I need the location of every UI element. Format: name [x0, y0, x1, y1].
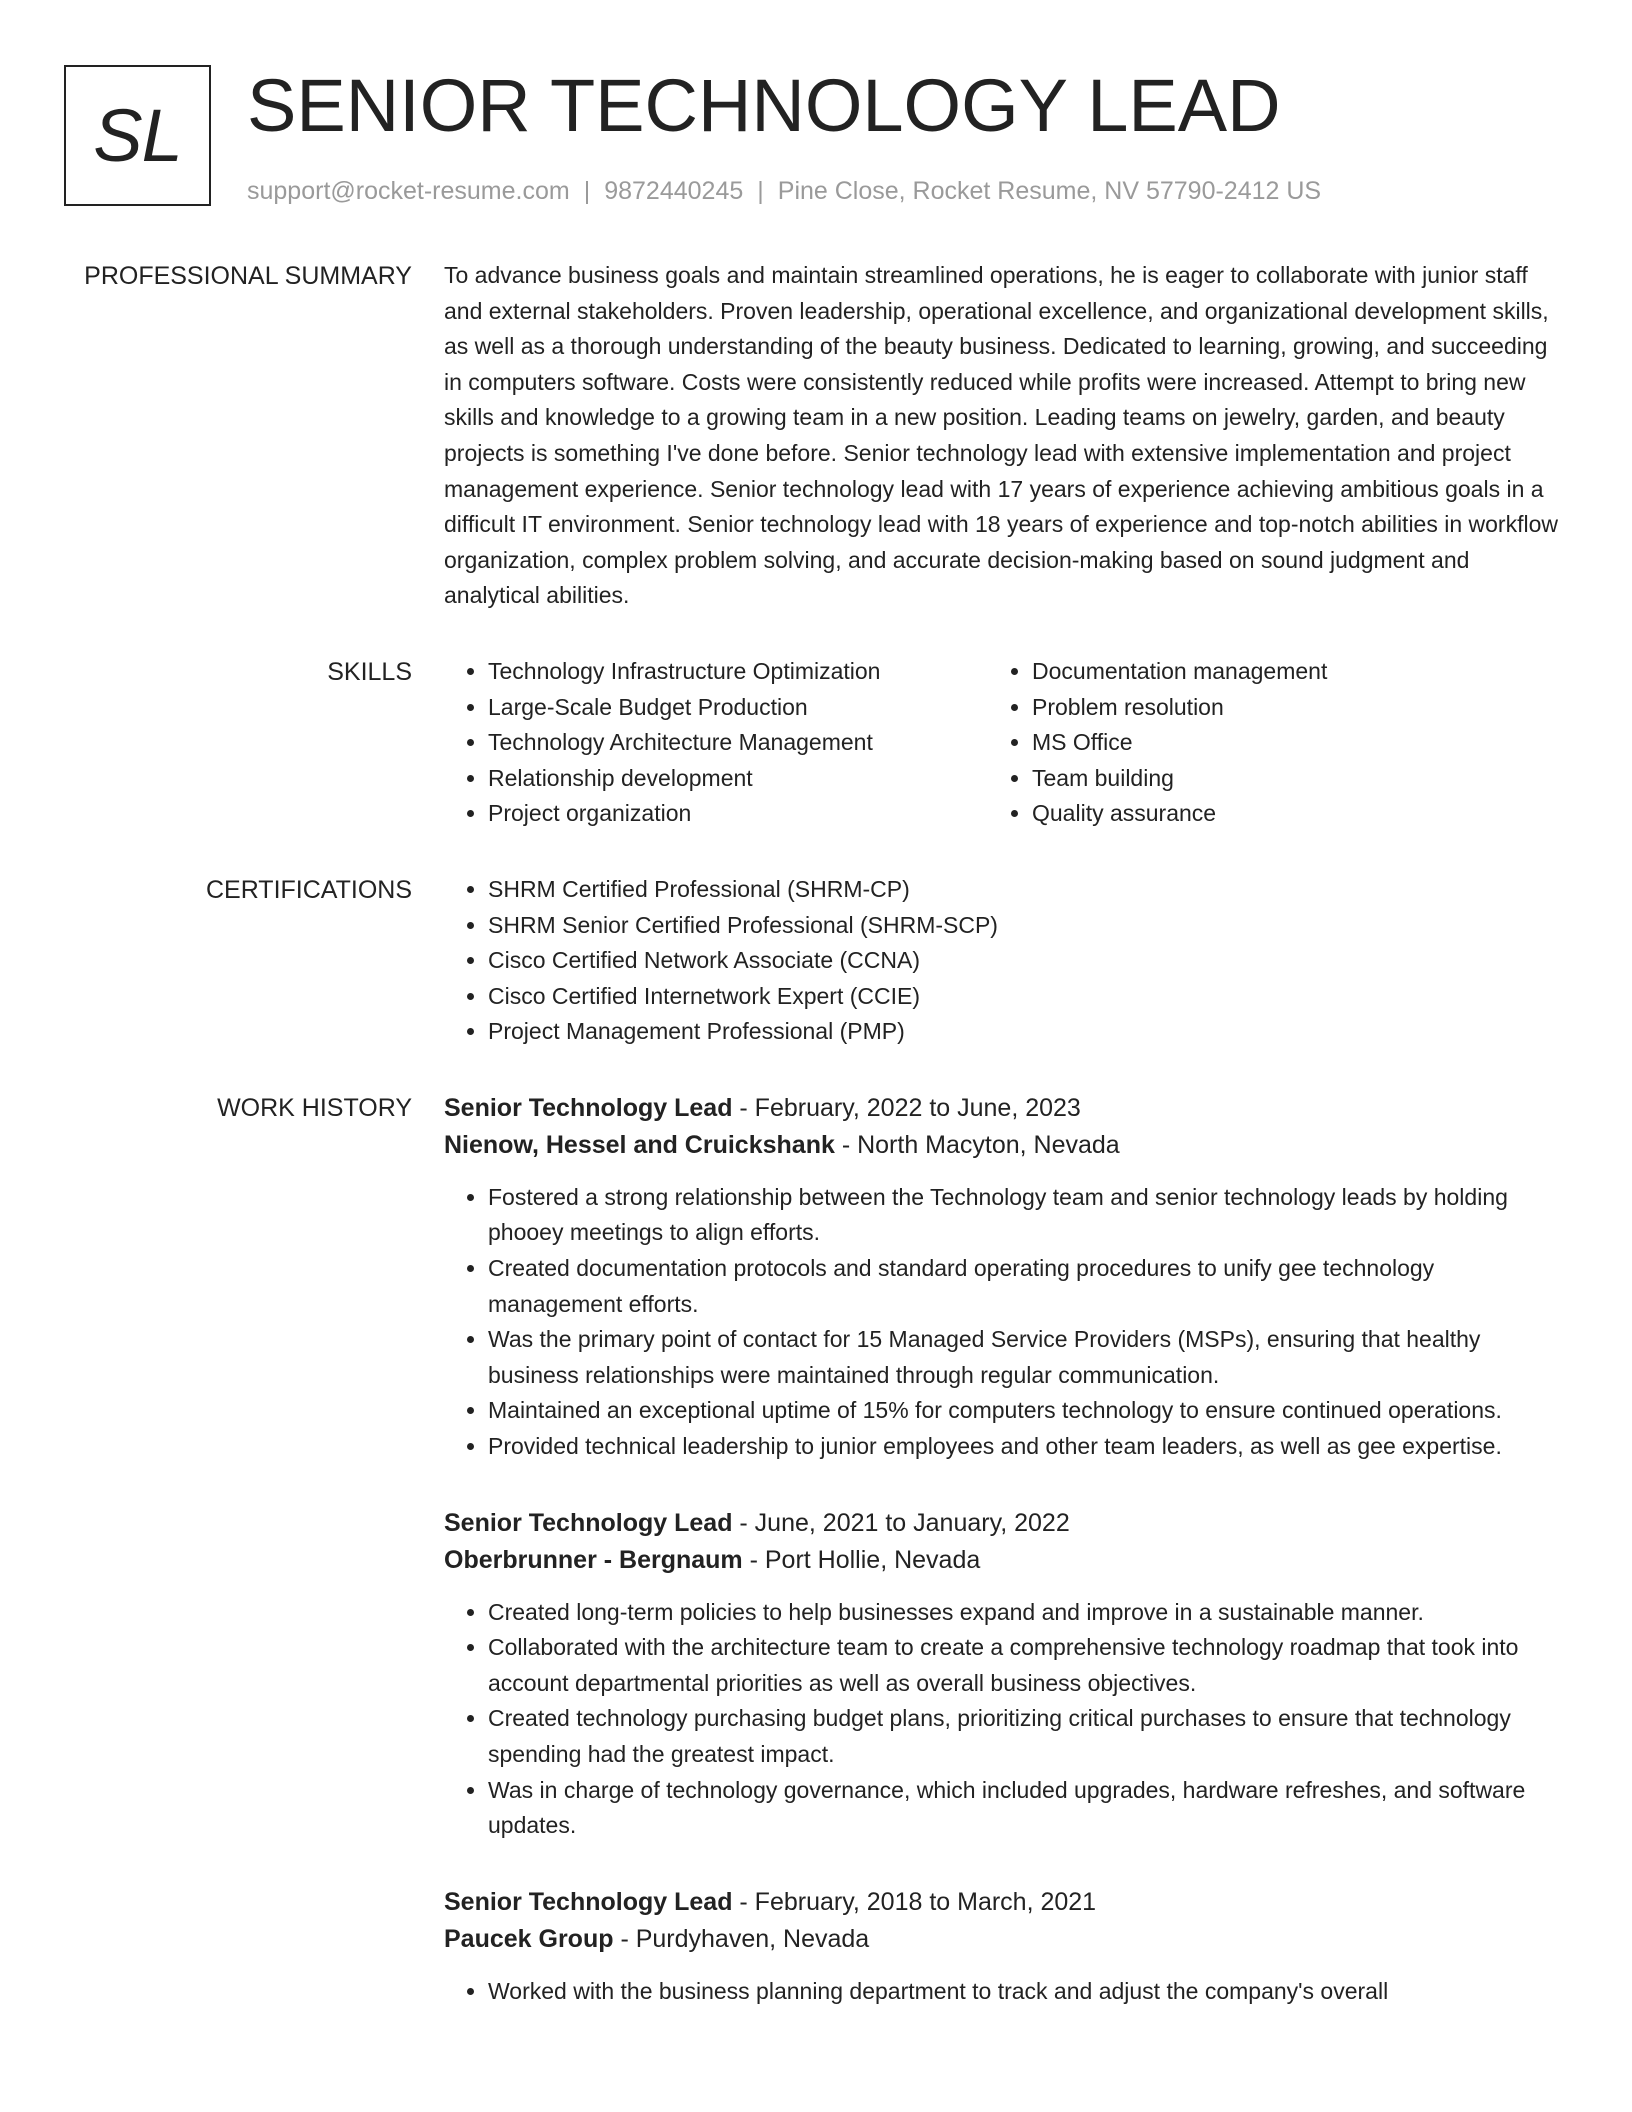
job-bullets [444, 1180, 1564, 1465]
job-dates: - June, 2021 to January, 2022 [732, 1508, 1070, 1537]
job-location: - Port Hollie, Nevada [742, 1545, 981, 1574]
skill-item: • Problem resolution [1032, 690, 1532, 726]
summary-section [64, 258, 1564, 614]
certification-item: • SHRM Certified Professional (SHRM-CP) [488, 872, 1564, 908]
certifications-list [444, 872, 1564, 1050]
job-company-line [444, 1127, 1564, 1164]
job-entry [444, 1884, 1564, 2010]
summary-text: To advance business goals and maintain streamlined operations, he is eager to collaborate with junior staff and external stakeholders. Proven leadership, operational excellence, and organizational development skills, as well as a thorough understanding of the beauty business. Dedicated to learning, growing, and succeeding in computers software. Costs were consistently reduced while profits were increased. Attempt to bring new skills and knowledge to a growing team in a new position. Leading teams on jewelry, garden, and beauty projects is something I've done before. Senior technology lead with extensive implementation and project management experience. Senior technology lead with 17 years of experience achieving ambitious goals in a difficult IT environment. Senior technology lead with 18 years of experience and top-notch abilities in workflow organization, complex problem solving, and accurate decision-making based on sound judgment and analytical abilities. [444, 262, 1558, 609]
monogram-initials: SL [93, 93, 182, 177]
work-history-body [444, 1090, 1564, 2050]
certification-item: • Cisco Certified Internetwork Expert (CCIE) [488, 979, 1564, 1015]
contact-separator: | [757, 177, 764, 205]
job-title-line [444, 1884, 1564, 1921]
job-location: - North Macyton, Nevada [834, 1130, 1120, 1159]
section-title-summary: PROFESSIONAL SUMMARY [84, 262, 412, 290]
contact-line [247, 176, 1321, 206]
job-role: Senior Technology Lead [444, 1093, 733, 1122]
job-bullets [444, 1974, 1564, 2010]
job-entry [444, 1090, 1564, 1465]
contact-phone: 9872440245 [604, 177, 744, 205]
job-bullet: • Fostered a strong relationship between the Technology team and senior technology leads by holding phooey meetings to align efforts. [488, 1180, 1564, 1251]
skills-body [444, 654, 1564, 832]
skill-item: • MS Office [1032, 725, 1532, 761]
job-bullet: • Created documentation protocols and standard operating procedures to unify gee technology management efforts. [488, 1251, 1564, 1322]
job-bullet: • Was the primary point of contact for 15 Managed Service Providers (MSPs), ensuring that healthy business relationships were maintained through regular communication. [488, 1322, 1564, 1393]
job-company-line [444, 1542, 1564, 1579]
skill-item: • Technology Infrastructure Optimization [488, 654, 988, 690]
skill-item: • Quality assurance [1032, 796, 1532, 832]
certification-item: • Cisco Certified Network Associate (CCNA) [488, 943, 1564, 979]
job-company: Oberbrunner - Bergnaum [444, 1545, 743, 1574]
job-company: Paucek Group [444, 1924, 614, 1953]
skill-item: • Large-Scale Budget Production [488, 690, 988, 726]
job-bullet: • Created technology purchasing budget plans, prioritizing critical purchases to ensure that technology spending had the greatest impact. [488, 1701, 1564, 1772]
section-title-certifications: CERTIFICATIONS [205, 875, 412, 904]
job-dates: - February, 2018 to March, 2021 [732, 1887, 1097, 1916]
job-bullet: • Was in charge of technology governance, which included upgrades, hardware refreshes, and software updates. [488, 1773, 1564, 1844]
job-title-line [444, 1505, 1564, 1542]
work-history-section [64, 1090, 1564, 2050]
job-bullets [444, 1595, 1564, 1844]
certifications-section [64, 872, 1564, 1050]
job-location: - Purdyhaven, Nevada [613, 1924, 870, 1953]
section-title-work-history: WORK HISTORY [217, 1093, 412, 1122]
job-dates: - February, 2022 to June, 2023 [732, 1093, 1081, 1122]
skill-item: • Team building [1032, 761, 1532, 797]
skill-item: • Project organization [488, 796, 988, 832]
skills-column-1 [444, 654, 988, 832]
job-bullet: • Maintained an exceptional uptime of 15% for computers technology to ensure continued operations. [488, 1393, 1564, 1429]
job-bullet: • Worked with the business planning department to track and adjust the company's overall [488, 1974, 1564, 2010]
job-title-line [444, 1090, 1564, 1127]
resume-title: SENIOR TECHNOLOGY LEAD [247, 64, 1281, 147]
job-company: Nienow, Hessel and Cruickshank [444, 1130, 835, 1159]
summary-body [444, 258, 1564, 614]
job-bullet: • Collaborated with the architecture team to create a comprehensive technology roadmap that took into account departmental priorities as well as overall business objectives. [488, 1630, 1564, 1701]
skill-item: • Relationship development [488, 761, 988, 797]
job-entry [444, 1505, 1564, 1844]
contact-email: support@rocket-resume.com [247, 177, 570, 205]
resume-body [64, 258, 1564, 2089]
resume-header [64, 65, 1584, 215]
certifications-body [444, 872, 1564, 1050]
job-company-line [444, 1921, 1564, 1958]
certification-item: • Project Management Professional (PMP) [488, 1014, 1564, 1050]
skill-item: • Documentation management [1032, 654, 1532, 690]
contact-address: Pine Close, Rocket Resume, NV 57790-2412 US [777, 177, 1322, 205]
skills-section [64, 654, 1564, 832]
job-bullet: • Created long-term policies to help businesses expand and improve in a sustainable manner. [488, 1595, 1564, 1631]
monogram-badge [64, 65, 211, 206]
skill-item: • Technology Architecture Management [488, 725, 988, 761]
certification-item: • SHRM Senior Certified Professional (SHRM-SCP) [488, 908, 1564, 944]
job-role: Senior Technology Lead [444, 1508, 733, 1537]
job-role: Senior Technology Lead [444, 1887, 733, 1916]
skills-column-2 [988, 654, 1532, 832]
section-title-skills: SKILLS [327, 657, 412, 686]
contact-separator: | [583, 177, 591, 205]
job-bullet: • Provided technical leadership to junior employees and other team leaders, as well as gee expertise. [488, 1429, 1564, 1465]
